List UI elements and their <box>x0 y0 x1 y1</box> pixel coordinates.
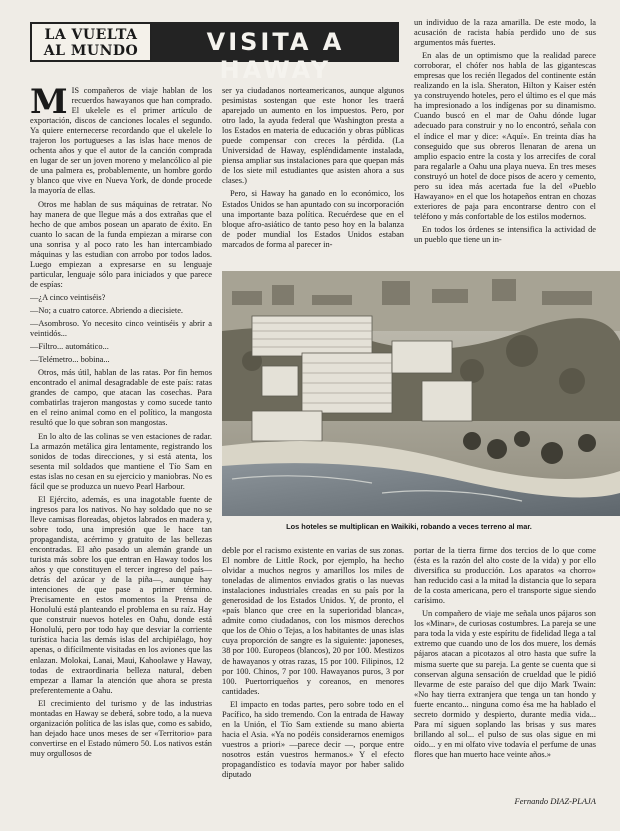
paragraph: El crecimiento del turismo y de las industrias montadas en Haway se deberá, sobre todo, a la nueva organización política de las islas que, como es sabido, han dejado hace unos meses de ser «Territorio» para convertirse en el Estado número 50. Los nativos están muy orgullosos de <box>30 698 212 758</box>
article-title: VISITA A HAWAY <box>206 28 345 84</box>
paragraph: —No; a cuatro catorce. Abriendo a diecisiete. <box>30 305 184 315</box>
waikiki-aerial-photo <box>222 271 620 516</box>
drop-cap: M <box>30 86 68 122</box>
paragraph: —Filtro... automático... <box>30 342 109 352</box>
kicker-line-2: AL MUNDO <box>43 43 139 59</box>
paragraph: Otros, más útil, hablan de las ratas. Por fin hemos encontrado el animal desagradable de este país: ratas grandes de campo, que atacan las cosechas. Para combatirlas trajeron mangostas y como sucede tanto en el reino animal como en el político, la mangosta resultó que lo que sobran son mangostas. <box>30 368 212 428</box>
paragraph: ser ya ciudadanos norteamericanos, aunque algunos pesimistas sostengan que este honor les traerá aparejado un aumento en los impuestos. Pero, por otro lado, la ayuda federal que Washington presta a los Estados en materia de educación y obras públicas puede compensar con creces la pérdida. (La Universidad de Haway, espléndidamente instalada, piensa ampliar sus instalaciones para que quepan más de los siete mil estudiantes que asisten ahora a sus clases.) <box>222 86 404 186</box>
column-1 <box>30 86 212 808</box>
paragraph: deble por el racismo existente en varias de sus zonas. El nombre de Little Rock, por ejemplo, ha hecho olvidar a muchos negros y amarillos los miles de toneladas de alimentos enviados gratis o las nuevas instalaciones industriales creadas en su país por la generosidad de los Estados Unidos. Y, de pronto, el «país blanco que cree en la superioridad blanca», admite como ciudadanos, con los mismos derechos que los de Ohio o Tejas, a los habitantes de unas islas cuya proporción de sangre es la siguiente: japoneses, 38 por 100. Europeos (blancos), 20 por 100. Mestizos de hawayanos y otras razas, 15 por 100. Filipinos, 12 por 100. Chinos, 7 por 100. Hawayanos puros, 3 por 100. Puertorriqueños y coreanos, en menores cantidades. <box>222 546 404 696</box>
paragraph: —¿A cinco veintiséis? <box>30 292 106 302</box>
section-kicker <box>30 22 152 62</box>
paragraph: El impacto en todas partes, pero sobre todo en el Pacífico, ha sido tremendo. Con la entrada de Haway en la Unión, el Tío Sam extiende su mano abierta hacia el Asia. «Ya no podéis considerarnos enemigos vuestros a priori» —parece decir —, porque entre nosotros están vuestros hermanos.» Y el efecto propagandístico es todavía mayor por haber salido diputado <box>222 699 404 780</box>
photo-caption: Los hoteles se multiplican en Waikiki, robando a veces terreno al mar. <box>286 522 532 531</box>
paragraph: portar de la tierra firme dos tercios de lo que come (ésta es la razón del alto coste de la vida) y por ello diversifica su producción. Los aparatos «a chorro» han reducido casi a la mitad la distancia que lo separa de la costa americana, pero el transporte sigue siendo carísimo. <box>414 546 596 606</box>
paragraph: —Asombroso. Yo necesito cinco veintiséis y abrir a veintidós... <box>30 319 212 339</box>
author-signature: Fernando DIAZ-PLAJA <box>514 796 596 806</box>
paragraph: MIS compañeros de viaje hablan de los recuerdos hawayanos que han comprado. El ukelele es el primer artículo de exportación, discos de canciones locales el segundo. Ya quiere enternecerse recordando que el ukelele lo trajeron los portugueses a las islas hace menos de ochenta años y que el autor de la canción comprada en lugar de ser un joven moreno y melancólico al pie de una palmera es, probablemente, un hombre gordo y blanco que vive en Nueva York, de donde procede la mayoría de ellas. <box>30 86 212 196</box>
paragraph: —Telémetro... bobina... <box>30 355 110 365</box>
column-2 <box>222 86 404 270</box>
column-3 <box>414 18 596 268</box>
paragraph: En lo alto de las colinas se ven estaciones de radar. La armazón metálica gira lentamente, registrando los sonidos de todas direcciones, y si está atenta, los sesenta mil soldados que mantiene el Tío Sam en estas islas no cesan en su ejercicio y maniobras. No es fácil que se produzca un nuevo Pearl Harbour. <box>30 431 212 491</box>
column-4 <box>222 546 404 808</box>
photo-illustration <box>222 271 620 516</box>
paragraph: El Ejército, además, es una inagotable fuente de ingresos para los nativos. No hay soldado que no se lleve camisas floreadas, objetos labrados en madera y, sobre todo, una impresión que le hace tan propagandista, acérrimo y gratuito de las bellezas encontradas. El año pasado un alemán grande un turista más sobre los que entran en Haway todos los años y que constituyen el tercer ingreso del país—detrás del azúcar y de la piña—, aunque hay intenciones de que pase a primer término. Precisamente en estos momentos la Prensa de Honolulú está planteando el problema en su raíz. Hay que construir nuevos hoteles en Oahu, donde está Honolulú, pero por todo hay que desviar la corriente turística hacia las demás islas del archipiélago, hoy apenas, o difícilmente visitadas en los aviones que las enlazan. Molokai, Lanai, Maui, Kahoolawe y Haway, todas de extraordinaria belleza natural, deben empezar a llamar la atención que ahora se presta preferentemente a Oahu. <box>30 494 212 695</box>
paragraph: un individuo de la raza amarilla. De este modo, la acusación de racista había perdido uno de sus argumentos más fuertes. <box>414 18 596 48</box>
paragraph: En todos los órdenes se intensifica la actividad de un pueblo que tiene un in- <box>414 224 596 244</box>
column-5 <box>414 546 596 794</box>
paragraph: Un compañero de viaje me señala unos pájaros son los «Minar», de curiosas costumbres. La pareja se une para toda la vida y este espíritu de fidelidad llega a tal extremo que cuando uno de los dos muere, los demás pájaros atacan a picotazos al otro hasta que sufre la misma suerte que su pareja. La gente se cuenta que si conservan alguna sensación de crueldad que le pidió llevarme de este paraíso del que dijo Mark Twain: «No hay tierra extranjera que tenga un tan hondo y fuerte encanto... ninguna como ésa me ha hablado el secreto dormido y despierto, durante media vida... Para mí siguen soplando las brisas y sus mares brillando al sol... el pulso de sus olas sigue en mi oído... y en mi olfato vive todavía el perfume de unas flores que han muerto hace veinte años.» <box>414 609 596 759</box>
paragraph: En alas de un optimismo que la realidad parece corroborar, el chófer nos habla de las gigantescas empresas que los recién llegados del continente están realizando en la isla. Sheraton, Hilton y Kaiser estén ya construyendo hoteles, pero el último es el que más ha impresionado a los indígenas por su dinamismo. Cuando buscó en el mar de Oahu dónde lugar adecuado para construir y no lo encontró, señala con el índice el mar y dice: «Aquí». En treinta días ha conseguido que sus obreros llenaran de arena un amplio espacio entre la costa y los arrecifes de coral para regalarle a Oahu una playa nueva. En tres meses construyó un hotel de doce pisos de acero y cemento, pero su idea más acertada fue la del «Pueblo Hawayano» en el que los hotapeños entran en chozas exteriores de paja para encontrarse dentro con el teléfono y más confortable de los estilos modernos. <box>414 51 596 221</box>
paragraph: Pero, si Haway ha ganado en lo económico, los Estados Unidos se han apuntado con su incorporación una importante baza política. Recuérdese que en el bloque afro-asiático de tanto peso hoy en la balanza de poder mundial los Estados Unidos estaban marcados de forma al parecer in- <box>222 189 404 249</box>
paragraph: Otros me hablan de sus máquinas de retratar. No hay manera de que llegue más a dos extrañas que el hecho de que ambos posean un aparato de éxito. En cuanto lo sacan de la funda empiezan a mirarse con una sonrisa y al poco rato les han intercambiado máquinas y las estudian con arrobo por todos lados. Luego empiezan a expresarse en su lenguaje particular, lenguaje sólo para iniciados y que parece de espías: <box>30 199 212 289</box>
kicker-line-1: LA VUELTA <box>44 27 138 43</box>
title-band <box>152 22 399 84</box>
